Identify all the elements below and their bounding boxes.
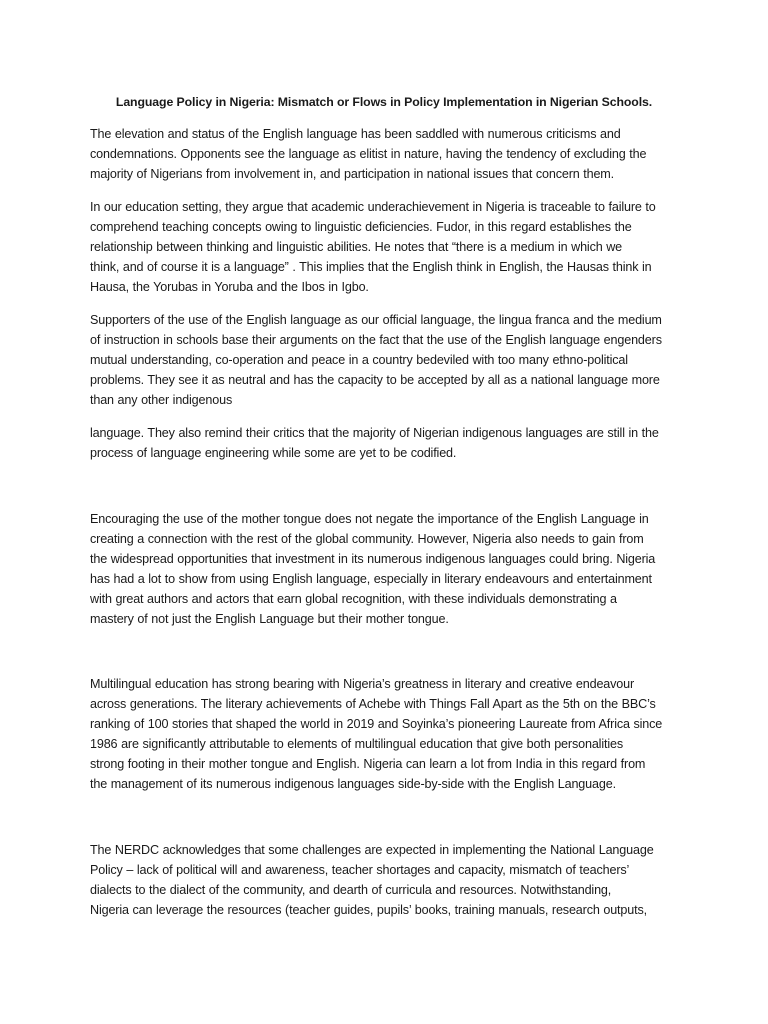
text-line: across generations. The literary achievements of Achebe with Things Fall Apart as the 5th on the BBC’s [90,697,656,712]
paragraph-supporters [90,310,680,410]
paragraph-english-criticism [90,124,680,184]
text-line: Hausa, the Yorubas in Yoruba and the Ibos in Igbo. [90,280,369,295]
paragraph-mother-tongue [90,509,680,630]
text-line: mastery of not just the English Language but their mother tongue. [90,612,449,627]
text-line: Multilingual education has strong bearing with Nigeria’s greatness in literary and creative endeavour [90,677,635,691]
text-line: problems. They see it as neutral and has the capacity to be accepted by all as a national language more [90,373,660,388]
text-line: strong footing in their mother tongue and English. Nigeria can learn a lot from India in this regard from [90,757,646,772]
text-line: of instruction in schools base their arguments on the fact that the use of the English language engenders [90,333,662,348]
text-line: with great authors and actors that earn global recognition, with these individuals demonstrating a [90,592,617,607]
text-line: relationship between thinking and linguistic abilities. He notes that “there is a medium in which we [90,240,623,255]
text-line: the widespread opportunities that investment in its numerous indigenous languages could bring. Nigeria [90,552,656,567]
text-line: process of language engineering while some are yet to be codified. [90,446,457,461]
text-line: dialects to the dialect of the community, and dearth of curricula and resources. Notwithstanding, [90,883,612,898]
text-line: The elevation and status of the English language has been saddled with numerous criticisms and [90,127,621,141]
paragraph-multilingual-education [90,674,680,795]
text-line: The NERDC acknowledges that some challenges are expected in implementing the National Language [90,843,654,857]
text-line: In our education setting, they argue that academic underachievement in Nigeria is traceable to failure to [90,200,656,214]
paragraph-nerdc [90,840,680,920]
text-line: than any other indigenous [90,393,233,408]
text-line: language. They also remind their critics that the majority of Nigerian indigenous languages are still in the [90,426,659,440]
text-line: mutual understanding, co-operation and peace in a country bedeviled with too many ethno-political [90,353,628,368]
paragraph-education-setting [90,197,680,297]
text-line: think, and of course it is a language” . This implies that the English think in English, the Hausas think in [90,260,652,275]
text-line: 1986 are significantly attributable to elements of multilingual education that give both personalities [90,737,623,752]
text-line: Nigeria can leverage the resources (teacher guides, pupils’ books, training manuals, research outputs, [90,903,647,918]
text-line: Policy – lack of political will and awareness, teacher shortages and capacity, mismatch of teachers’ [90,863,630,878]
text-line: Encouraging the use of the mother tongue does not negate the importance of the English Language in [90,512,649,526]
text-line: majority of Nigerians from involvement in, and participation in national issues that concern them. [90,167,614,182]
text-line: ranking of 100 stories that shaped the world in 2019 and Soyinka’s pioneering Laureate from Africa since [90,717,663,732]
text-line: comprehend teaching concepts owing to linguistic deficiencies. Fudor, in this regard establishes the [90,220,632,235]
text-line: the management of its numerous indigenous languages side-by-side with the English Language. [90,777,616,792]
text-line: condemnations. Opponents see the language as elitist in nature, having the tendency of excluding the [90,147,647,162]
text-line: creating a connection with the rest of the global community. However, Nigeria also needs to gain from [90,532,644,547]
document-title: Language Policy in Nigeria: Mismatch or Flows in Policy Implementation in Nigerian Schools. [115,95,653,109]
text-line: has had a lot to show from using English language, especially in literary endeavours and entertainment [90,572,652,587]
text-line: Supporters of the use of the English language as our official language, the lingua franca and the medium [90,313,662,327]
paragraph-critics-reminder [90,423,680,463]
